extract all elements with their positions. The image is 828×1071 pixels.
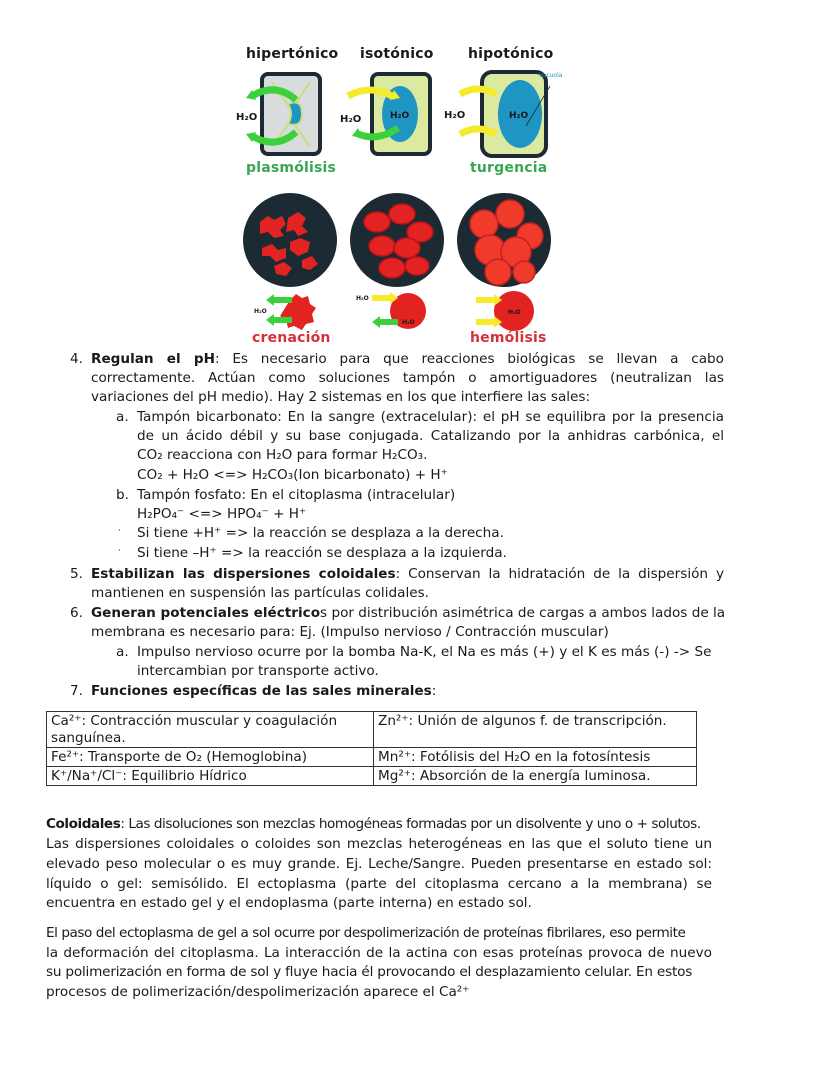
item-6a-line-1: Impulso nervioso ocurre por la bomba Na-K, el Na es más (+) y el K es más (-) -> Se: [137, 644, 712, 660]
plant-cell-hypotonic: [444, 72, 550, 156]
svg-text:H₂O: H₂O: [390, 111, 410, 121]
table-row: [47, 767, 697, 786]
label-turgencia: turgencia: [470, 160, 548, 176]
item-4b-line-1: Tampón fosfato: En el citoplasma (intracelular): [137, 487, 456, 503]
label-crenacion: crenación: [252, 330, 331, 346]
svg-text:H₂O: H₂O: [236, 112, 258, 123]
item-6a-letter: a.: [116, 644, 129, 660]
item-4-line-2: correctamente. Actúan como soluciones tampón o amortiguadores (neutralizan las: [91, 370, 724, 386]
label-hipotonico: hipotónico: [468, 46, 554, 62]
svg-text:H₂O: H₂O: [254, 308, 267, 315]
coloidales-title: Coloidales: [46, 816, 121, 832]
label-isotonico: isotónico: [360, 46, 434, 62]
table-cell: Mg²⁺: Absorción de la energía luminosa.: [374, 767, 697, 786]
osmosis-figure: [232, 42, 562, 348]
mineral-salts-table: [46, 711, 697, 786]
item-4b-bullet-1: Si tiene +H⁺ => la reacción se desplaza a la derecha.: [137, 525, 504, 541]
svg-text:H₂O: H₂O: [444, 110, 466, 121]
plant-cell-hypertonic: [236, 74, 320, 154]
rbc-isotonic: [356, 292, 426, 329]
coloidales-line-2: Las dispersiones coloidales o coloides son mezclas heterogéneas en las que el soluto tiene un: [46, 836, 712, 852]
item-5-line-2: mantienen en suspensión las partículas colidales.: [91, 585, 429, 601]
item-4b-letter: b.: [116, 487, 129, 503]
plant-cell-isotonic: [340, 74, 430, 154]
label-hemolisis: hemólisis: [470, 330, 547, 346]
table-cell: Fe²⁺: Transporte de O₂ (Hemoglobina): [47, 748, 374, 767]
item-4a-letter: a.: [116, 409, 129, 425]
bullet-icon: ·: [118, 546, 121, 556]
coloidales-line-1: Coloidales: Las disoluciones son mezclas homogéneas formadas por un disolvente y uno o + solutos.: [46, 816, 701, 832]
item-4-title: Regulan el pH: [91, 351, 215, 367]
item-4a-line-1: Tampón bicarbonato: En la sangre (extracelular): el pH se equilibra por la presencia: [137, 409, 724, 425]
item-4-line-3: variaciones del pH medio). Hay 2 sistemas en los que interfiere las sales:: [91, 389, 591, 405]
item-5-title: Estabilizan las dispersiones coloidales: [91, 566, 396, 582]
label-vacuola: Vacuola: [539, 72, 563, 79]
paragraph-2-line-1: El paso del ectoplasma de gel a sol ocurre por despolimerización de proteínas fibrilares, eso permite: [46, 925, 686, 941]
table-cell: Ca²⁺: Contracción muscular y coagulación sanguínea.: [47, 712, 374, 748]
item-6-line-2: membrana es necesario para: Ej. (Impulso nervioso / Contracción muscular): [91, 624, 609, 640]
rbc-hemolysis: [476, 291, 534, 331]
item-4-line-1: Regulan el pH: Es necesario para que reacciones biológicas se llevan a cabo: [91, 351, 724, 367]
svg-text:H₂O: H₂O: [508, 309, 521, 316]
phosphate-equation: H₂PO₄⁻ <=> HPO₄⁻ + H⁺: [137, 506, 307, 522]
item-4a-line-3: CO₂ reacciona con H₂O para formar H₂CO₃.: [137, 447, 428, 463]
label-hipertonico: hipertónico: [246, 46, 339, 62]
item-4-number: 4.: [70, 351, 83, 367]
svg-text:H₂O: H₂O: [340, 114, 362, 125]
item-7-line-1: Funciones específicas de las sales minerales:: [91, 683, 437, 699]
paragraph-2-line-3: su polimerización en forma de sol y fluye hacia él provocando el desplazamiento celular. En estos: [46, 964, 693, 980]
item-6-line-1: Generan potenciales eléctricos por distribución asimétrica de cargas a ambos lados de la: [91, 605, 726, 621]
table-row: [47, 748, 697, 767]
item-4a-line-2: de un ácido débil y su base conjugada. Catalizando por la anhidras carbónica, el: [137, 428, 724, 444]
item-6a-line-2: intercambian por transporte activo.: [137, 663, 379, 679]
table-row: [47, 712, 697, 748]
coloidales-line-5: encuentra en estado gel y el endoplasma (parte interna) en estado sol.: [46, 895, 532, 911]
rbc-crenation: [254, 294, 316, 330]
item-7-title: Funciones específicas de las sales minerales: [91, 683, 432, 699]
paragraph-2-line-4: procesos de polimerización/despolimerización aparece el Ca²⁺: [46, 984, 470, 1000]
blood-dish-hypotonic: [457, 193, 551, 287]
blood-dish-hypertonic: [243, 193, 337, 287]
item-4b-bullet-2: Si tiene –H⁺ => la reacción se desplaza a la izquierda.: [137, 545, 507, 561]
svg-text:H₂O: H₂O: [402, 319, 415, 326]
osmosis-illustration: [232, 42, 562, 348]
item-6-number: 6.: [70, 605, 83, 621]
item-7-number: 7.: [70, 683, 83, 699]
paragraph-2-line-2: la deformación del citoplasma. La interacción de la actina con esas proteínas provoca de nuevo: [46, 945, 712, 961]
bullet-icon: ·: [118, 526, 121, 536]
table-cell: K⁺/Na⁺/Cl⁻: Equilibrio Hídrico: [47, 767, 374, 786]
item-5-line-1: Estabilizan las dispersiones coloidales: Conservan la hidratación de la dispersión y: [91, 566, 725, 582]
table-cell: Mn²⁺: Fotólisis del H₂O en la fotosíntesis: [374, 748, 697, 767]
label-plasmolisis: plasmólisis: [246, 160, 337, 176]
coloidales-line-3: elevado peso molecular o es muy grande. Ej. Leche/Sangre. Pueden presentarse en estado sol:: [46, 856, 712, 872]
svg-text:H₂O: H₂O: [356, 295, 369, 302]
table-cell: Zn²⁺: Unión de algunos f. de transcripción.: [374, 712, 697, 748]
blood-dish-isotonic: [350, 193, 444, 287]
bicarbonate-equation: CO₂ + H₂O <=> H₂CO₃(Ion bicarbonato) + H⁺: [137, 467, 448, 483]
coloidales-line-4: líquido o gel: semisólido. El ectoplasma (parte del citoplasma cercano a la membrana) se: [46, 876, 712, 892]
item-5-number: 5.: [70, 566, 83, 582]
svg-text:H₂O: H₂O: [509, 111, 529, 121]
item-6-title: Generan potenciales eléctrico: [91, 605, 321, 621]
